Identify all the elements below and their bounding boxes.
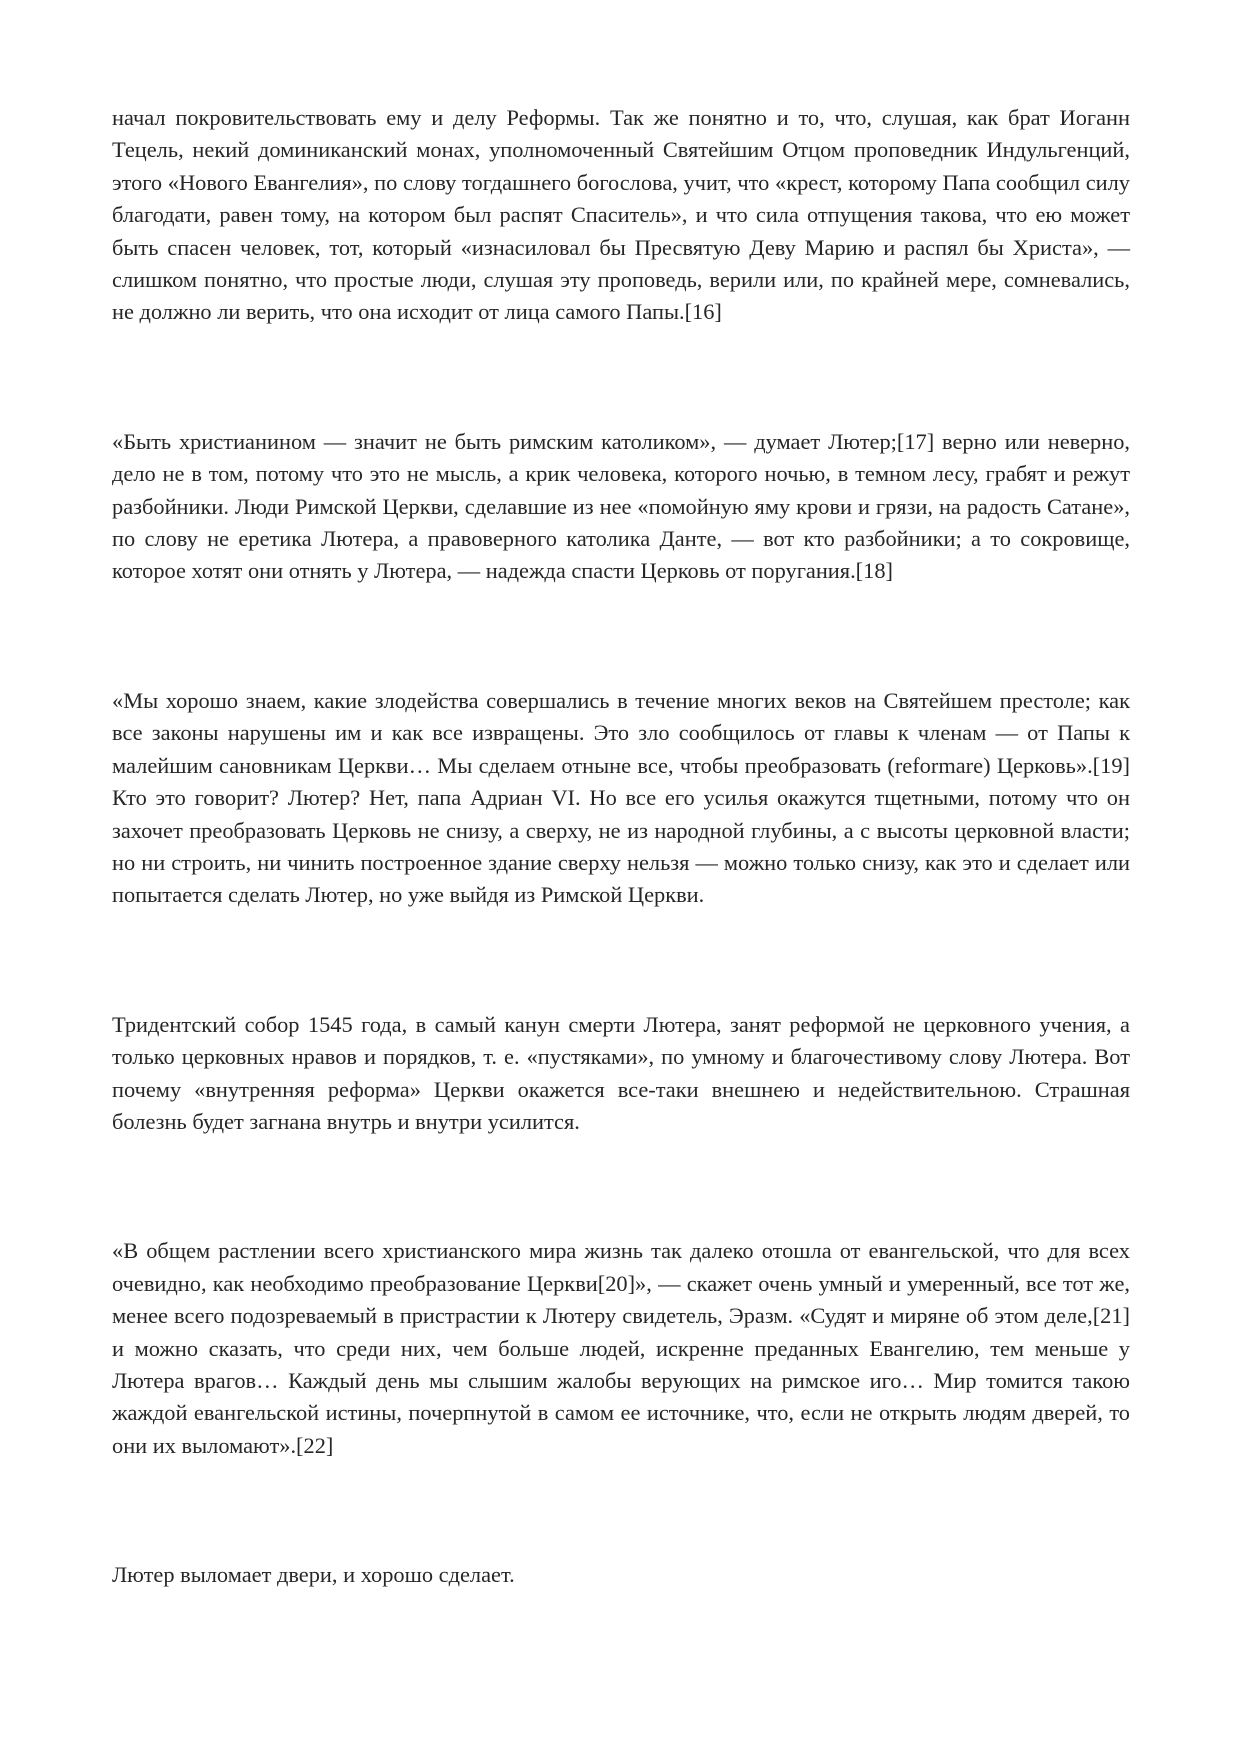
paragraph-5: «В общем растлении всего христианского мира жизнь так далеко отошла от евангельской, что для всех очевидно, как необходимо преобразование Церкви[20]», — скажет очень умный и умеренный, все тот же, менее всего подозреваемый в пристрастии к Лютеру свидетель, Эразм. «Судят и миряне об этом деле,[21] и можно сказать, что среди них, чем больше людей, искренне преданных Евангелию, тем меньше у Лютера врагов… Каждый день мы слышим жалобы верующих на римское иго… Мир томится такою жаждой евангельской истины, почерпнутой в самом ее источнике, что, если не открыть людям дверей, то они их выломают».[22] xyxy=(112,1238,1130,1458)
paragraph-3: «Мы хорошо знаем, какие злодейства совершались в течение многих веков на Святейшем престоле; как все законы нарушены им и как все извращены. Это зло сообщилось от главы к членам — от Папы к малейшим сановникам Церкви… Мы сделаем отныне все, чтобы преобразовать (reformare) Церковь».[19] Кто это говорит? Лютер? Нет, папа Адриан VI. Но все его усилья окажутся тщетными, потому что он захочет преобразовать Церковь не снизу, а сверху, не из народной глубины, а с высоты церковной власти; но ни строить, ни чинить построенное здание сверху нельзя — можно только снизу, как это и сделает или попытается сделать Лютер, но уже выйдя из Римской Церкви. xyxy=(112,687,1130,908)
paragraph-2: «Быть христианином — значит не быть римским католиком», — думает Лютер;[17] верно или неверно, дело не в том, потому что это не мысль, а крик человека, которого ночью, в темном лесу, грабят и режут разбойники. Люди Римской Церкви, сделавшие из нее «помойную яму крови и грязи, на радость Сатане», по слову не еретика Лютера, а правоверного католика Данте, — вот кто разбойники; а то сокровище, которое хотят они отнять у Лютера, — надежда спасти Церковь от поругания.[18] xyxy=(112,428,1130,584)
document-page xyxy=(112,102,1130,1592)
paragraph-4: Тридентский собор 1545 года, в самый канун смерти Лютера, занят реформой не церковного учения, а только церковных нравов и порядков, т. е. «пустяками», по умному и благочестивому слову Лютера. Вот почему «внутренняя реформа» Церкви окажется все-таки внешнею и недействительною. Страшная болезнь будет загнана внутрь и внутри усилится. xyxy=(112,1011,1130,1134)
paragraph-6: Лютер выломает двери, и хорошо сделает. xyxy=(112,1562,515,1588)
paragraph-1: начал покровительствовать ему и делу Реформы. Так же понятно и то, что, слушая, как брат Иоганн Тецель, некий доминиканский монах, уполномоченный Святейшим Отцом проповедник Индульгенций, этого «Нового Евангелия», по слову тогдашнего богослова, учит, что «крест, которому Папа сообщил силу благодати, равен тому, на котором был распят Спаситель», и что сила отпущения такова, что ею может быть спасен человек, тот, который «изнасиловал бы Пресвятую Деву Марию и распял бы Христа», — слишком понятно, что простые люди, слушая эту проповедь, верили или, по крайней мере, сомневались, не должно ли верить, что она исходит от лица самого Папы.[16] xyxy=(112,105,1130,325)
